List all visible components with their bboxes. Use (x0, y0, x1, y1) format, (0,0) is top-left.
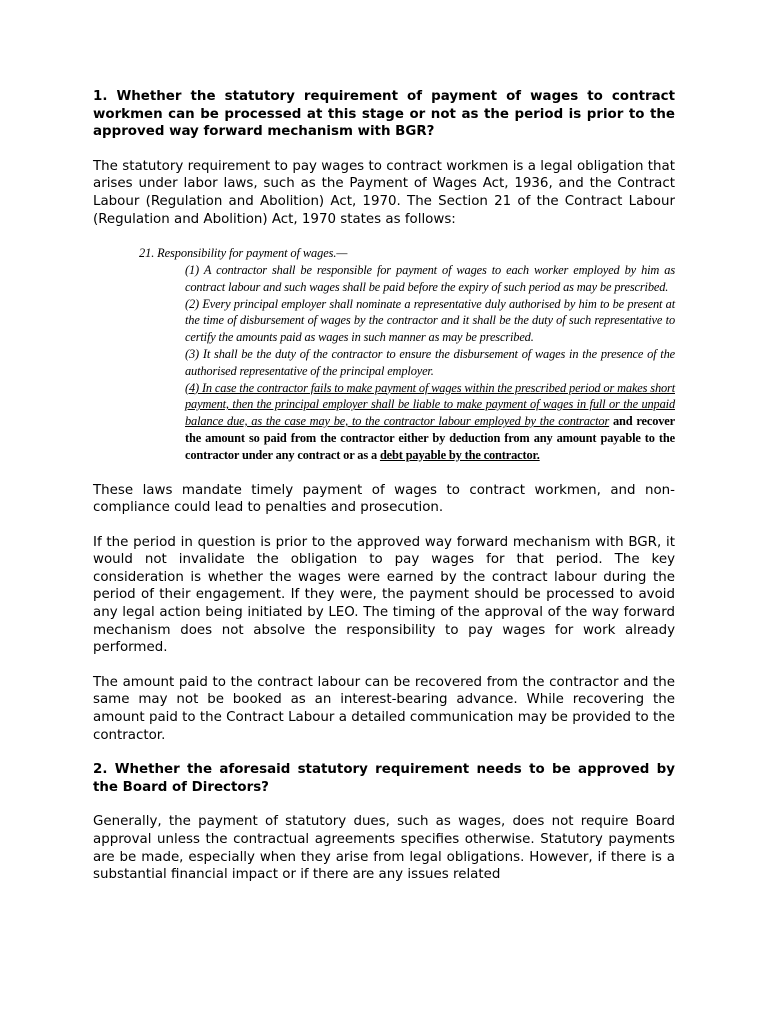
quote-title: 21. Responsibility for payment of wages.— (139, 246, 348, 261)
question-1-heading: 1. Whether the statutory requirement of payment of wages to contract workmen can be processed at this stage or not as the period is prior to the approved way forward mechanism with BGR? (93, 89, 675, 140)
paragraph-statutory-obligation: The statutory requirement to pay wages to contract workmen is a legal obligation that arises under labor laws, such as the Payment of Wages Act, 1936, and the Contract Labour (Regulation and Abolition) Act, 1970. The Section 21 of the Contract Labour (Regulation and Abolition) Act, 1970 states as follows: (93, 158, 675, 227)
clause-1: (1) A contractor shall be responsible for payment of wages to each worker employed by him as contract labour and such wages shall be paid before the expiry of such period as may be prescribed. (185, 262, 675, 294)
clause-3: (3) It shall be the duty of the contractor to ensure the disbursement of wages in the presence of the authorised representative of the principal employer. (185, 346, 675, 378)
paragraph-period-prior: If the period in question is prior to the approved way forward mechanism with BGR, it would not invalidate the obligation to pay wages for that period. The key consideration is whether the wages were earned by the contract labour during the period of their engagement. If they were, the payment should be processed to avoid any legal action being initiated by LEO. The timing of the approval of the way forward mechanism does not absolve the responsibility to pay wages for work already performed. (93, 534, 675, 656)
question-2-heading: 2. Whether the aforesaid statutory requirement needs to be approved by the Board of Directors? (93, 762, 675, 795)
paragraph-penalties: These laws mandate timely payment of wages to contract workmen, and non-compliance could lead to penalties and prosecution. (93, 482, 675, 516)
clause-4-underlined-text: (4) In case the contractor fails to make payment of wages within the prescribed period or makes short payment, then the principal employer shall be liable to make payment of wages in full or the unpaid balance due, as the case may be, to the contractor labour employed by the contractor (185, 380, 675, 429)
section-21-quote (93, 245, 675, 463)
paragraph-recovery: The amount paid to the contract labour can be recovered from the contractor and the same may not be booked as an interest-bearing advance. While recovering the amount paid to the Contract Labour a detailed communication may be provided to the contractor. (93, 674, 675, 743)
clause-4-bold-text: and recover the amount so paid from the contractor either by deduction from any amount payable to the contractor under any contract or as a (185, 414, 675, 462)
clause-4-bold-underlined-text: debt payable by the contractor. (379, 447, 540, 462)
document-page (93, 88, 675, 884)
clause-4 (185, 380, 675, 464)
clause-2: (2) Every principal employer shall nominate a representative duly authorised by him to be present at the time of disbursement of wages by the contractor and it shall be the duty of such representative to certify the amounts paid as wages in such manner as may be prescribed. (185, 296, 675, 345)
paragraph-board-approval: Generally, the payment of statutory dues, such as wages, does not require Board approval unless the contractual agreements specifies otherwise. Statutory payments are be made, especially when they arise from legal obligations. However, if there is a substantial financial impact or if there are any issues related (93, 814, 675, 883)
